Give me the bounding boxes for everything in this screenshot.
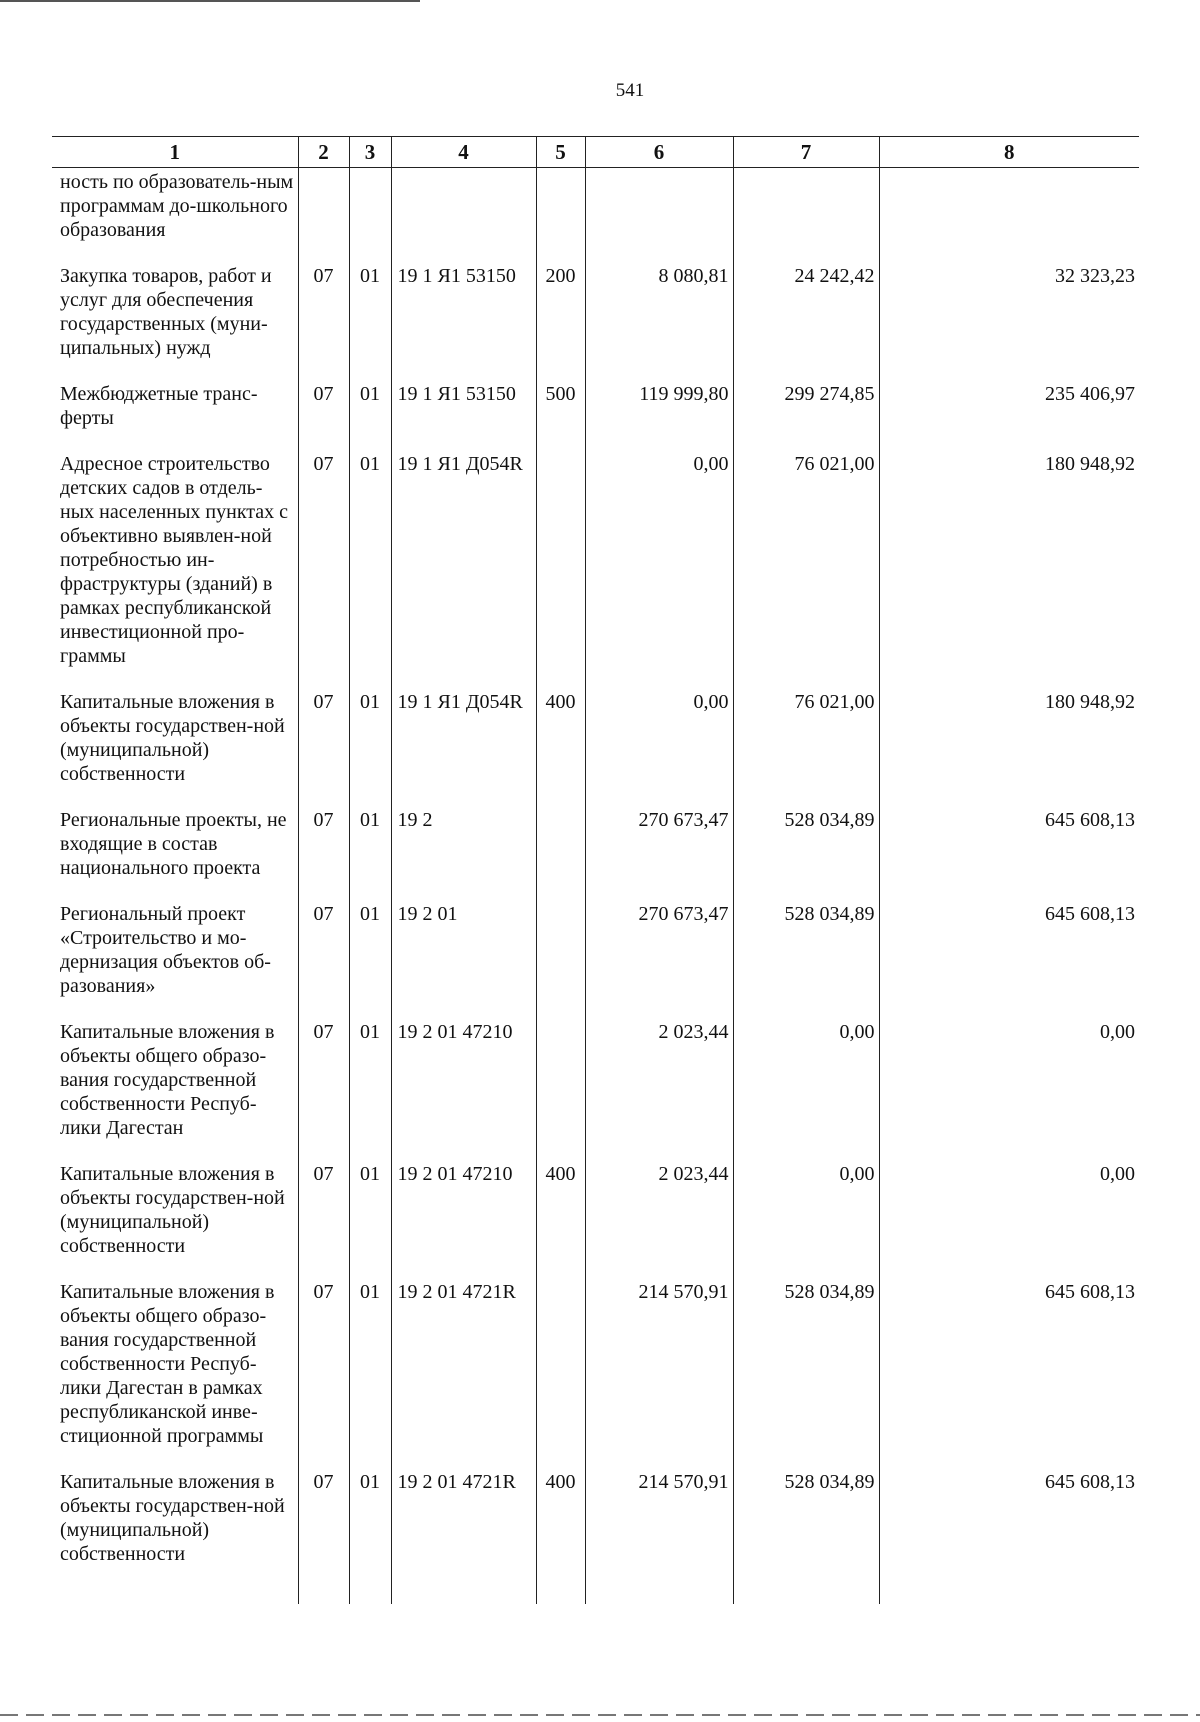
- column-header: 3: [349, 137, 391, 168]
- scan-edge-bottom: [0, 1714, 1200, 1716]
- amount-col8-cell: 32 323,23: [879, 256, 1139, 374]
- subsection-code-cell: 01: [349, 894, 391, 1012]
- target-article-cell: 19 2 01: [391, 894, 536, 1012]
- amount-col8-cell: 645 608,13: [879, 800, 1139, 894]
- table-row: [52, 168, 1139, 257]
- amount-col6-cell: 270 673,47: [585, 894, 733, 1012]
- table-row: [52, 682, 1139, 800]
- item-name-cell: Региональные проекты, не входящие в состав национального проекта: [60, 809, 287, 879]
- expense-type-cell: [536, 444, 585, 682]
- subsection-code-cell: 01: [349, 444, 391, 682]
- amount-col6-cell: 214 570,91: [585, 1272, 733, 1462]
- column-header: 2: [298, 137, 349, 168]
- amount-col7-cell: 76 021,00: [733, 682, 879, 800]
- target-article-cell: 19 2 01 47210: [391, 1154, 536, 1272]
- column-header: 5: [536, 137, 585, 168]
- section-code-cell: 07: [298, 374, 349, 444]
- target-article-cell: 19 1 Я1 53150: [391, 256, 536, 374]
- amount-col8-cell: 0,00: [879, 1154, 1139, 1272]
- target-article-cell: [391, 168, 536, 257]
- table-row: [52, 894, 1139, 1012]
- amount-col8-cell: 235 406,97: [879, 374, 1139, 444]
- amount-col6-cell: 119 999,80: [585, 374, 733, 444]
- table-body: [52, 168, 1139, 1605]
- amount-col6-cell: 2 023,44: [585, 1012, 733, 1154]
- expense-type-cell: 400: [536, 682, 585, 800]
- table-header-row: [52, 137, 1139, 168]
- section-code-cell: 07: [298, 682, 349, 800]
- table-row: [52, 256, 1139, 374]
- amount-col6-cell: 0,00: [585, 682, 733, 800]
- subsection-code-cell: 01: [349, 682, 391, 800]
- subsection-code-cell: 01: [349, 374, 391, 444]
- expense-type-cell: 200: [536, 256, 585, 374]
- subsection-code-cell: 01: [349, 1154, 391, 1272]
- amount-col7-cell: 0,00: [733, 1154, 879, 1272]
- target-article-cell: 19 2 01 4721R: [391, 1272, 536, 1462]
- amount-col8-cell: 645 608,13: [879, 1462, 1139, 1604]
- target-article-cell: 19 1 Я1 Д054R: [391, 682, 536, 800]
- amount-col6-cell: 2 023,44: [585, 1154, 733, 1272]
- table-row: [52, 1154, 1139, 1272]
- target-article-cell: 19 1 Я1 53150: [391, 374, 536, 444]
- amount-col7-cell: [733, 168, 879, 257]
- target-article-cell: 19 2 01 4721R: [391, 1462, 536, 1604]
- expense-type-cell: 400: [536, 1154, 585, 1272]
- subsection-code-cell: [349, 168, 391, 257]
- table-row: [52, 374, 1139, 444]
- amount-col7-cell: 528 034,89: [733, 894, 879, 1012]
- item-name-cell: Капитальные вложения в объекты общего образо-вания государственной собственности Респуб-лики Дагестан: [60, 1021, 275, 1139]
- target-article-cell: 19 1 Я1 Д054R: [391, 444, 536, 682]
- expense-type-cell: 400: [536, 1462, 585, 1604]
- item-name-cell: ность по образователь-ным программам до-школьного образования: [60, 171, 294, 241]
- subsection-code-cell: 01: [349, 1462, 391, 1604]
- column-header: 7: [733, 137, 879, 168]
- amount-col6-cell: 0,00: [585, 444, 733, 682]
- scan-edge-top: [0, 0, 420, 2]
- expense-type-cell: [536, 800, 585, 894]
- target-article-cell: 19 2: [391, 800, 536, 894]
- section-code-cell: 07: [298, 1012, 349, 1154]
- item-name-cell: Закупка товаров, работ и услуг для обеспечения государственных (муни-ципальных) нужд: [60, 265, 272, 359]
- item-name-cell: Межбюджетные транс-ферты: [60, 383, 258, 429]
- amount-col7-cell: 0,00: [733, 1012, 879, 1154]
- subsection-code-cell: 01: [349, 1272, 391, 1462]
- expense-type-cell: 500: [536, 374, 585, 444]
- column-header: 6: [585, 137, 733, 168]
- budget-table: [52, 136, 1139, 1604]
- target-article-cell: 19 2 01 47210: [391, 1012, 536, 1154]
- amount-col7-cell: 528 034,89: [733, 1272, 879, 1462]
- expense-type-cell: [536, 894, 585, 1012]
- item-name-cell: Региональный проект «Строительство и мо-дернизация объектов об-разования»: [60, 903, 271, 997]
- item-name-cell: Капитальные вложения в объекты государствен-ной (муниципальной) собственности: [60, 691, 285, 785]
- page-number: 541: [615, 80, 645, 101]
- section-code-cell: [298, 168, 349, 257]
- amount-col7-cell: 299 274,85: [733, 374, 879, 444]
- table-row: [52, 1462, 1139, 1604]
- amount-col8-cell: 645 608,13: [879, 1272, 1139, 1462]
- subsection-code-cell: 01: [349, 800, 391, 894]
- amount-col7-cell: 528 034,89: [733, 1462, 879, 1604]
- section-code-cell: 07: [298, 894, 349, 1012]
- subsection-code-cell: 01: [349, 256, 391, 374]
- subsection-code-cell: 01: [349, 1012, 391, 1154]
- expense-type-cell: [536, 1012, 585, 1154]
- section-code-cell: 07: [298, 1272, 349, 1462]
- amount-col6-cell: 8 080,81: [585, 256, 733, 374]
- item-name-cell: Капитальные вложения в объекты государствен-ной (муниципальной) собственности: [60, 1471, 285, 1565]
- section-code-cell: 07: [298, 800, 349, 894]
- amount-col8-cell: 180 948,92: [879, 444, 1139, 682]
- amount-col6-cell: 270 673,47: [585, 800, 733, 894]
- column-header: 8: [879, 137, 1139, 168]
- table-row: [52, 1012, 1139, 1154]
- section-code-cell: 07: [298, 444, 349, 682]
- amount-col6-cell: [585, 168, 733, 257]
- item-name-cell: Капитальные вложения в объекты общего образо-вания государственной собственности Респуб-лики Дагестан в рамках республиканской инве-стиционной программы: [60, 1281, 275, 1447]
- column-header: 1: [52, 137, 298, 168]
- table-row: [52, 800, 1139, 894]
- amount-col8-cell: [879, 168, 1139, 257]
- section-code-cell: 07: [298, 1462, 349, 1604]
- amount-col8-cell: 180 948,92: [879, 682, 1139, 800]
- amount-col8-cell: 645 608,13: [879, 894, 1139, 1012]
- amount-col7-cell: 24 242,42: [733, 256, 879, 374]
- expense-type-cell: [536, 1272, 585, 1462]
- item-name-cell: Капитальные вложения в объекты государствен-ной (муниципальной) собственности: [60, 1163, 285, 1257]
- column-header: 4: [391, 137, 536, 168]
- amount-col6-cell: 214 570,91: [585, 1462, 733, 1604]
- table-row: [52, 1272, 1139, 1462]
- amount-col8-cell: 0,00: [879, 1012, 1139, 1154]
- amount-col7-cell: 76 021,00: [733, 444, 879, 682]
- amount-col7-cell: 528 034,89: [733, 800, 879, 894]
- table-row: [52, 444, 1139, 682]
- section-code-cell: 07: [298, 1154, 349, 1272]
- section-code-cell: 07: [298, 256, 349, 374]
- expense-type-cell: [536, 168, 585, 257]
- item-name-cell: Адресное строительство детских садов в отдель-ных населенных пунктах с объективно выявлен-ной потребностью ин-фраструктуры (зданий) в рамках республиканской инвестиционной про-граммы: [60, 453, 289, 667]
